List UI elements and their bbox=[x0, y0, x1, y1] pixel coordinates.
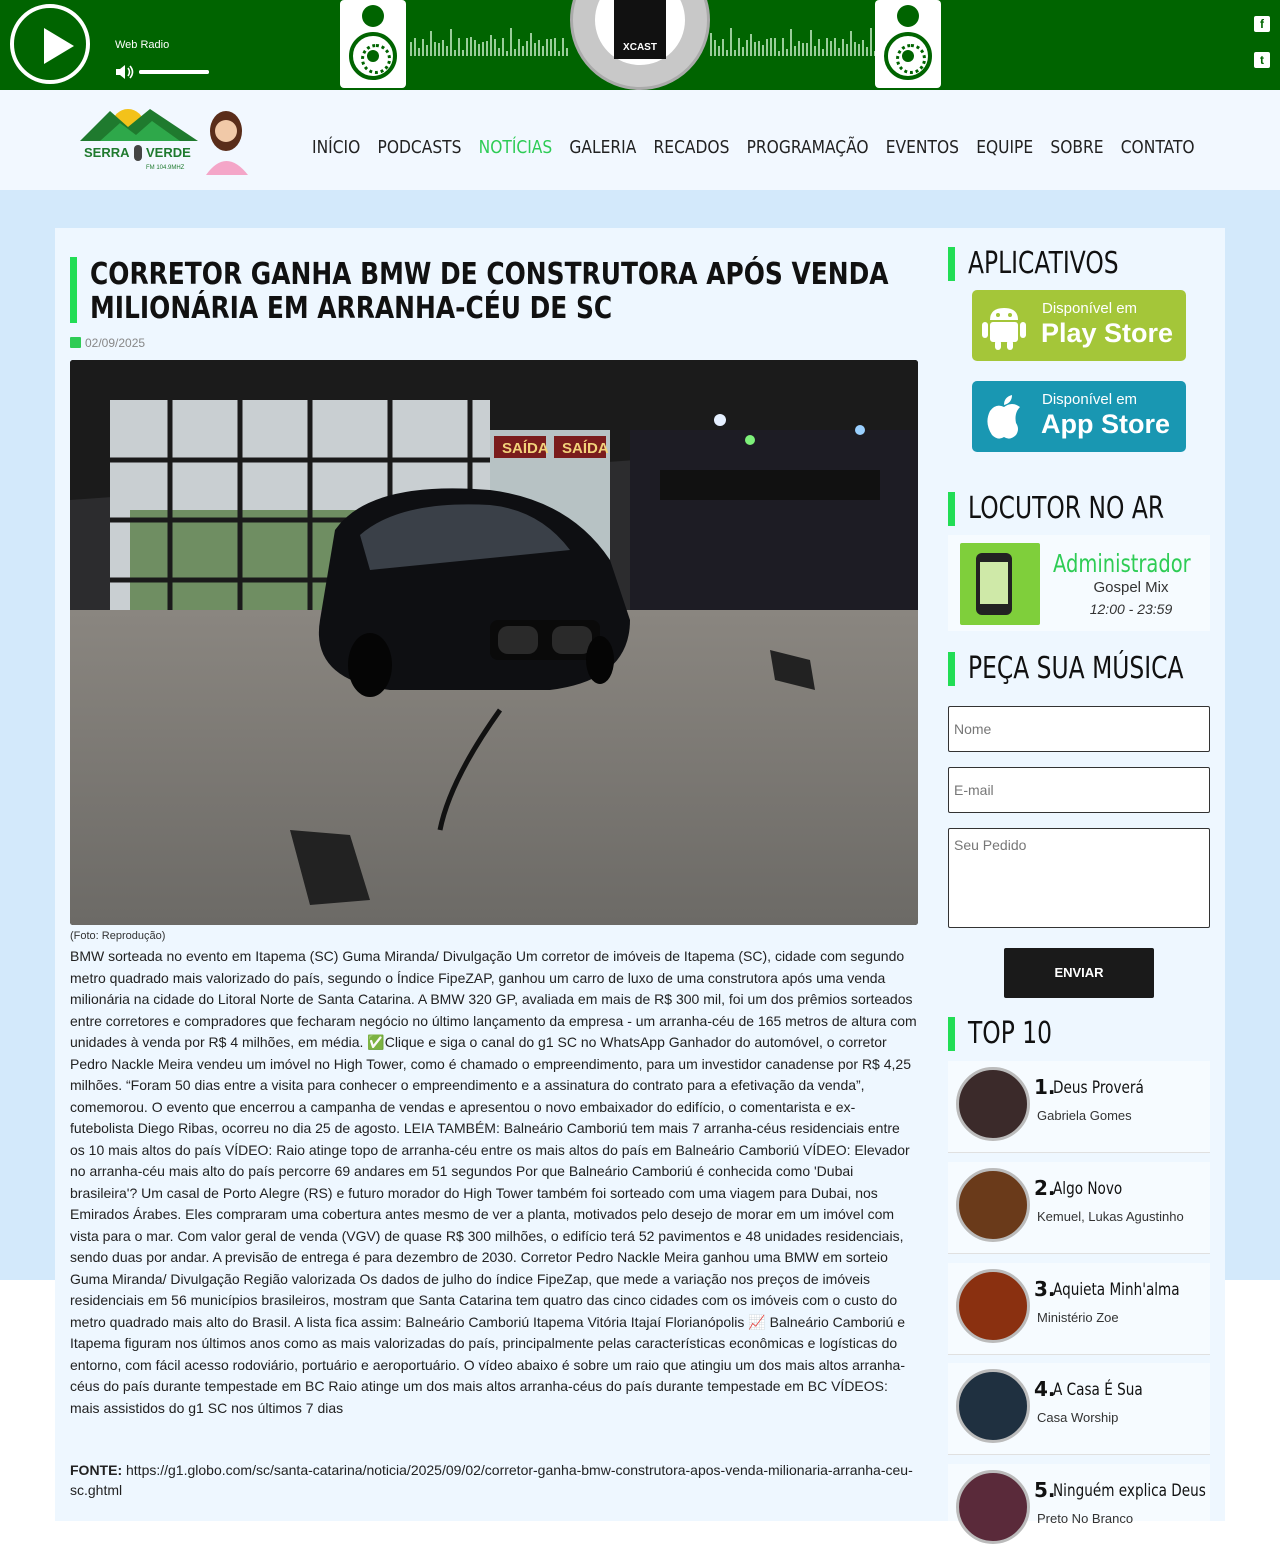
equalizer-bar bbox=[482, 42, 484, 56]
play-icon bbox=[44, 28, 74, 64]
disc-label: XCAST bbox=[623, 42, 657, 53]
nav-item-podcasts[interactable]: PODCASTS bbox=[377, 137, 462, 158]
equalizer-bar bbox=[526, 41, 528, 57]
equalizer-bar bbox=[726, 50, 728, 56]
equalizer-bar bbox=[766, 39, 768, 56]
speaker-icon bbox=[875, 0, 941, 88]
equalizer-bar bbox=[506, 51, 508, 56]
photo-sign: SAÍDA bbox=[502, 440, 549, 457]
rank-number: 4. bbox=[1034, 1377, 1056, 1401]
top-item[interactable] bbox=[948, 1263, 1210, 1355]
rank-number: 3. bbox=[1034, 1277, 1056, 1301]
locutor-card bbox=[948, 535, 1210, 631]
locutor-avatar bbox=[960, 543, 1040, 625]
heading-accent bbox=[948, 1017, 955, 1051]
equalizer-bar bbox=[786, 49, 788, 56]
equalizer-bar bbox=[842, 39, 844, 56]
equalizer-bar bbox=[806, 43, 808, 56]
equalizer-bar bbox=[566, 48, 568, 56]
song-title: Deus Proverá bbox=[1053, 1078, 1144, 1098]
heading-accent bbox=[948, 652, 955, 686]
equalizer-bar bbox=[870, 28, 872, 56]
equalizer-bar bbox=[746, 40, 748, 56]
site-logo[interactable] bbox=[80, 103, 255, 175]
article-photo[interactable] bbox=[70, 360, 918, 925]
player-bar bbox=[0, 0, 1280, 90]
request-heading: PEÇA SUA MÚSICA bbox=[968, 651, 1184, 686]
equalizer-bar bbox=[770, 38, 772, 56]
equalizer-bar bbox=[450, 29, 452, 56]
song-artist: Preto No Branco bbox=[1037, 1511, 1134, 1526]
top-item[interactable] bbox=[948, 1061, 1210, 1153]
rank-number: 5. bbox=[1034, 1478, 1056, 1502]
equalizer-bar bbox=[462, 50, 464, 56]
request-field[interactable]: Seu Pedido bbox=[948, 828, 1210, 928]
equalizer-bar bbox=[750, 34, 752, 56]
album-cover bbox=[956, 1168, 1030, 1242]
equalizer-bar bbox=[478, 44, 480, 56]
equalizer-bar bbox=[546, 39, 548, 56]
equalizer-bar bbox=[782, 38, 784, 56]
song-artist: Gabriela Gomes bbox=[1037, 1108, 1132, 1123]
equalizer-bar bbox=[714, 40, 716, 56]
name-field[interactable]: Nome bbox=[948, 706, 1210, 752]
nav-item-contato[interactable]: CONTATO bbox=[1120, 137, 1195, 158]
equalizer-bar bbox=[802, 43, 804, 56]
top-item[interactable] bbox=[948, 1162, 1210, 1254]
svg-text:SERRA: SERRA bbox=[84, 145, 130, 160]
article-body: BMW sorteada no evento em Itapema (SC) Guma Miranda/ Divulgação Um corretor de imóveis de Itapema (SC), cidade com segundo metro quadrado mais valorizado do país, segundo o Índice FipeZAP, ganhou um carro de luxo de uma construtora após uma venda milionária na cidade do Litoral Norte de Santa Catarina. A BMW 320 GP, avaliada em mais de R$ 300 mil, foi um dos prêmios sorteados entre corretores e compradores que fecharam negócio no último lançamento da empresa - um arranha-céu de 165 metros de altura com unidades à venda por R$ 4 milhões, em média. ✅Clique e siga o canal do g1 SC no WhatsApp Ganhador do automóvel, o corretor Pedro Nackle Meira vendeu um imóvel no High Tower, como é chamado o empreendimento, para um investidor canadense por R$ 4,25 milhões. “Foram 50 dias entre a visita para conhecer o empreendimento e a assinatura do contrato para a efetivação da venda”, comemorou. O evento que encerrou a campanha de vendas e apresentou o novo embaixador do edifício, o comentarista e ex-futebolista Diego Ribas, ocorreu no dia 25 de agosto. LEIA TAMBÉM: Balneário Camboriú tem mais 7 arranha-céus residenciais entre os 10 mais altos do país VÍDEO: Raio atinge topo de arranha-céu entre os mais altos do país em Balneário Camboriú VÍDEO: Elevador no arranha-céu mais alto do país percorre 69 andares em 51 segundos Por que Balneário Camboriú é conhecida como 'Dubai brasileira'? Um casal de Porto Alegre (RS) e futuro morador do High Tower também foi sorteado com uma viagem para Dubai, nos Emirados Árabes. Eles compraram uma cobertura antes mesmo de ver a planta, motivados pelo desejo de morar em um imóvel com vista para o mar. Com valor geral de venda (VGV) de quase R$ 300 milhões, o edifício terá 52 pavimentos e 48 unidades residenciais, sendo duas por andar. A previsão de entrega é para dezembro de 2030. Corretor Pedro Nackle Meira ganhou uma BMW em sorteio Guma Miranda/ Divulgação Região valorizada Os dados de julho do índice FipeZap, que mede a variação nos preços de imóveis residenciais em 56 municípios brasileiros, mostram que Santa Catarina tem quatro das cinco cidades com os imóveis com o custo do metro quadrado mais alto do Brasil. A lista fica assim: Balneário Camboriú Itapema Vitória Itajaí Florianópolis 📈 Balneário Camboriú e Itapema figuram nos últimos anos como as mais valorizadas do país, principalmente pelas características econômicas e logísticas do entorno, com fácil acesso rodoviário, portuário e aeroportuário. O vídeo abaixo é sobre um raio que atingiu um dos mais altos arranha-céus do país durante tempestade em BC Raio atinge um dos mais altos arranha-céus do país durante tempestade em BC VÍDEOS: mais assistidos do g1 SC nos últimos 7 dias bbox=[70, 948, 917, 1416]
equalizer-bar bbox=[862, 40, 864, 56]
photo-sign: SAÍDA bbox=[562, 440, 609, 457]
song-artist: Casa Worship bbox=[1037, 1410, 1119, 1425]
equalizer-bar bbox=[426, 45, 428, 56]
locutor-time: 12:00 - 23:59 bbox=[1089, 601, 1173, 617]
equalizer-bar bbox=[490, 35, 492, 56]
calendar-icon bbox=[70, 337, 81, 348]
song-title: A Casa É Sua bbox=[1053, 1380, 1143, 1400]
equalizer-bar bbox=[410, 42, 412, 56]
song-title: Ninguém explica Deus bbox=[1053, 1481, 1206, 1501]
equalizer-bar bbox=[446, 46, 448, 56]
top-item[interactable] bbox=[948, 1464, 1210, 1526]
title-accent bbox=[70, 257, 77, 323]
equalizer-bar bbox=[562, 38, 564, 56]
apps-heading: APLICATIVOS bbox=[968, 246, 1119, 281]
locutor-heading: LOCUTOR NO AR bbox=[968, 491, 1165, 526]
equalizer-bar bbox=[818, 39, 820, 56]
svg-text:FM 104.9MHZ: FM 104.9MHZ bbox=[146, 165, 185, 171]
top-item[interactable] bbox=[948, 1363, 1210, 1455]
play-store-small: Disponível em bbox=[1042, 300, 1138, 317]
song-artist: Kemuel, Lukas Agustinho bbox=[1037, 1209, 1184, 1224]
equalizer-bar bbox=[518, 39, 520, 56]
equalizer-bar bbox=[510, 28, 512, 56]
nav-item-eventos[interactable]: EVENTOS bbox=[885, 137, 959, 158]
send-button[interactable]: ENVIAR bbox=[1004, 948, 1154, 998]
equalizer-bar bbox=[762, 45, 764, 56]
rank-number: 1. bbox=[1034, 1075, 1056, 1099]
volume-slider[interactable] bbox=[139, 70, 209, 74]
speaker-icon bbox=[340, 0, 406, 88]
equalizer-bar bbox=[438, 43, 440, 56]
equalizer-bar bbox=[502, 38, 504, 56]
song-title: Aquieta Minh'alma bbox=[1053, 1280, 1180, 1300]
article-date-text: 02/09/2025 bbox=[85, 336, 146, 350]
source-url[interactable]: https://g1.globo.com/sc/santa-catarina/noticia/2025/09/02/corretor-ganha-bmw-construtora-apos-venda-milionaria-arranha-ceu-sc.ghtml bbox=[70, 1462, 913, 1498]
play-button[interactable] bbox=[10, 4, 90, 84]
album-cover bbox=[956, 1470, 1030, 1544]
locutor-show: Gospel Mix bbox=[1093, 579, 1169, 596]
nav-item-galeria[interactable]: GALERIA bbox=[569, 137, 637, 158]
equalizer-bar bbox=[730, 28, 732, 56]
equalizer-bar bbox=[558, 51, 560, 56]
nav-item-noticias[interactable]: NOTÍCIAS bbox=[478, 137, 553, 158]
equalizer-bar bbox=[498, 48, 500, 56]
equalizer-left bbox=[410, 22, 570, 56]
equalizer-bar bbox=[734, 50, 736, 56]
equalizer-bar bbox=[778, 51, 780, 56]
article-date bbox=[70, 336, 145, 350]
facebook-icon[interactable]: f bbox=[1254, 16, 1270, 32]
app-store-button[interactable] bbox=[972, 381, 1186, 452]
article-title: CORRETOR GANHA BMW DE CONSTRUTORA APÓS VENDA MILIONÁRIA EM ARRANHA-CÉU DE SC bbox=[90, 257, 889, 326]
equalizer-bar bbox=[422, 39, 424, 56]
equalizer-bar bbox=[822, 49, 824, 56]
song-title: Algo Novo bbox=[1053, 1179, 1123, 1199]
equalizer-bar bbox=[810, 30, 812, 56]
nav-item-sobre[interactable]: SOBRE bbox=[1050, 137, 1104, 158]
equalizer-bar bbox=[458, 38, 460, 56]
app-store-small: Disponível em bbox=[1042, 391, 1138, 408]
equalizer-bar bbox=[542, 46, 544, 56]
equalizer-bar bbox=[414, 38, 416, 56]
volume-fill bbox=[139, 70, 209, 74]
equalizer-bar bbox=[442, 40, 444, 56]
svg-text:VERDE: VERDE bbox=[146, 145, 191, 160]
equalizer-bar bbox=[754, 42, 756, 56]
equalizer-bar bbox=[522, 46, 524, 56]
article-source bbox=[70, 1460, 918, 1500]
volume-icon[interactable] bbox=[115, 64, 135, 80]
equalizer-bar bbox=[834, 38, 836, 56]
equalizer-bar bbox=[722, 39, 724, 56]
equalizer-bar bbox=[530, 33, 532, 56]
equalizer-bar bbox=[790, 29, 792, 56]
equalizer-bar bbox=[538, 40, 540, 56]
equalizer-bar bbox=[814, 46, 816, 56]
equalizer-bar bbox=[554, 38, 556, 56]
android-icon bbox=[982, 302, 1026, 350]
nav-item-recados[interactable]: RECADOS bbox=[653, 137, 730, 158]
song-artist: Ministério Zoe bbox=[1037, 1310, 1119, 1325]
host-disc bbox=[570, 0, 710, 90]
album-cover bbox=[956, 1067, 1030, 1141]
equalizer-bar bbox=[710, 33, 712, 56]
equalizer-bar bbox=[858, 44, 860, 56]
equalizer-bar bbox=[514, 49, 516, 56]
heading-accent bbox=[948, 492, 955, 526]
app-store-label: App Store bbox=[1041, 409, 1171, 439]
heading-accent bbox=[948, 247, 955, 281]
bmw-photo bbox=[70, 360, 918, 925]
equalizer-bar bbox=[550, 39, 552, 56]
rank-number: 2. bbox=[1034, 1176, 1056, 1200]
play-store-button[interactable] bbox=[972, 290, 1186, 361]
email-field[interactable]: E-mail bbox=[948, 767, 1210, 813]
source-label: FONTE: bbox=[70, 1462, 123, 1478]
equalizer-bar bbox=[758, 41, 760, 56]
player-label: Web Radio bbox=[115, 39, 170, 51]
twitter-icon[interactable]: t bbox=[1254, 52, 1270, 68]
equalizer-bar bbox=[434, 42, 436, 56]
equalizer-bar bbox=[430, 31, 432, 56]
equalizer-bar bbox=[718, 46, 720, 56]
equalizer-bar bbox=[798, 41, 800, 57]
equalizer-bar bbox=[454, 50, 456, 56]
equalizer-bar bbox=[854, 42, 856, 56]
equalizer-bar bbox=[738, 38, 740, 56]
nav-item-programacao[interactable]: PROGRAMAÇÃO bbox=[746, 137, 869, 158]
locutor-name: Administrador bbox=[1053, 549, 1191, 578]
equalizer-bar bbox=[534, 43, 536, 56]
top10-heading: TOP 10 bbox=[968, 1016, 1053, 1051]
nav-item-equipe[interactable]: EQUIPE bbox=[976, 137, 1034, 158]
equalizer-bar bbox=[466, 38, 468, 56]
equalizer-bar bbox=[470, 37, 472, 56]
album-cover bbox=[956, 1369, 1030, 1443]
photo-caption: (Foto: Reprodução) bbox=[70, 930, 166, 942]
equalizer-bar bbox=[846, 44, 848, 56]
equalizer-bar bbox=[486, 41, 488, 56]
equalizer-bar bbox=[830, 41, 832, 56]
equalizer-bar bbox=[866, 47, 868, 56]
equalizer-bar bbox=[850, 31, 852, 56]
equalizer-bar bbox=[826, 38, 828, 56]
equalizer-bar bbox=[418, 48, 420, 56]
main-nav bbox=[312, 137, 1195, 158]
equalizer-bar bbox=[494, 39, 496, 56]
equalizer-bar bbox=[774, 38, 776, 56]
equalizer-bar bbox=[742, 47, 744, 56]
equalizer-bar bbox=[838, 48, 840, 56]
play-store-label: Play Store bbox=[1041, 318, 1174, 348]
nav-item-inicio[interactable]: INÍCIO bbox=[312, 137, 361, 158]
apple-icon bbox=[982, 393, 1026, 441]
equalizer-bar bbox=[474, 40, 476, 56]
equalizer-bar bbox=[794, 46, 796, 56]
equalizer-right bbox=[710, 22, 875, 56]
album-cover bbox=[956, 1269, 1030, 1343]
